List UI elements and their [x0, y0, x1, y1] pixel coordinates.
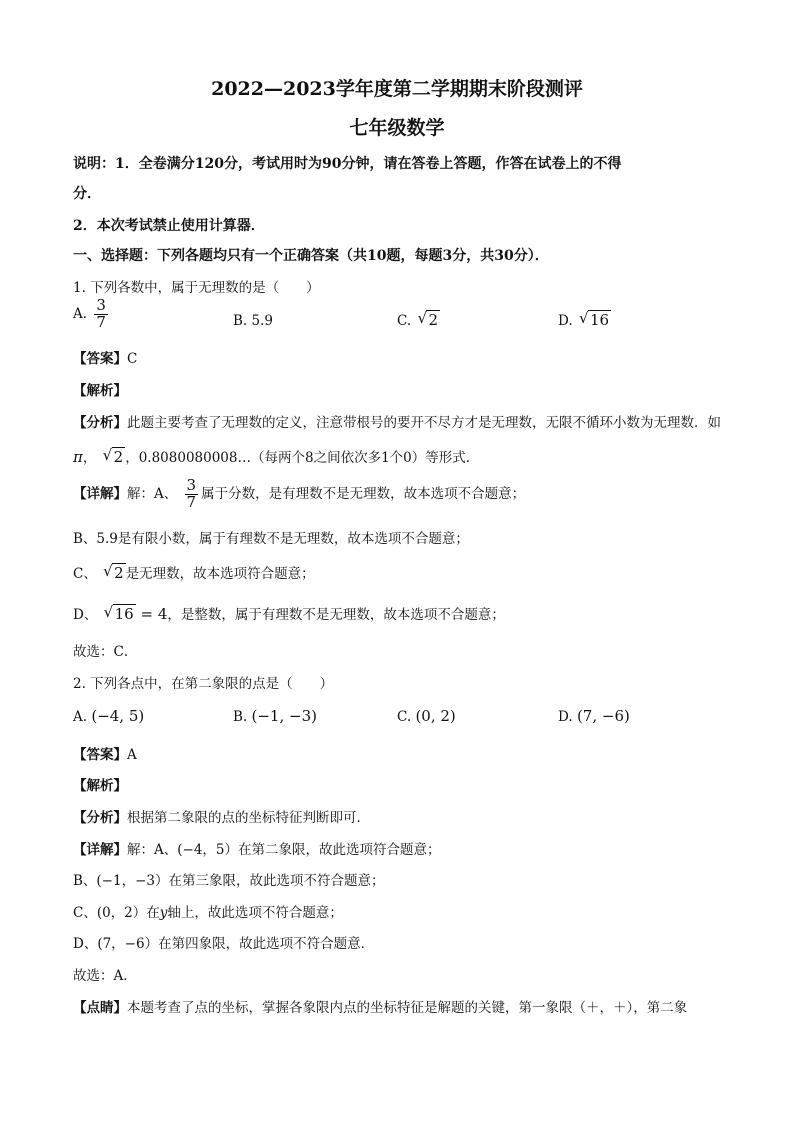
q2-stem: 2. 下列各点中，在第二象限的点是（ ） [73, 676, 334, 692]
q1-analysis-tag: 【解析】 [73, 383, 127, 399]
detail-text: 解：A、 [127, 485, 178, 502]
q1-option-d [558, 311, 611, 329]
denominator: 7 [96, 312, 106, 331]
notes-line-1: 说明：1．全卷满分120分，考试用时为90分钟，请在答卷上答题，作答在试卷上的不得 [73, 156, 622, 172]
q1-option-c [397, 311, 440, 329]
q2-option-b [233, 707, 317, 725]
fenxi-text: ，0.8080080008…（每两个8之间依次多1个0）等形式． [125, 450, 480, 466]
notes-line-1b: 分． [73, 186, 101, 202]
q1-detail-line-3 [73, 562, 754, 582]
fenxi-text: 此题主要考查了无理数的定义，注意带根号的要开不尽方才是无理数，无限不循环小数为无理数．如 [127, 415, 721, 431]
y-symbol: y [159, 905, 168, 921]
answer-tag: 【答案】 [73, 747, 127, 763]
dianjing-text: 本题考查了点的坐标，掌握各象限内点的坐标特征是解题的关键，第一象限（＋，＋），第二象 [127, 1000, 688, 1016]
option-label: B. [233, 709, 248, 725]
separator: ， [82, 450, 97, 466]
detail-text: C、(0，2）在 [73, 905, 160, 921]
q1-fenxi-line-2 [73, 446, 754, 466]
detail-text: ，是整数，属于有理数不是无理数，故本选项不合题意； [167, 607, 505, 623]
answer-value: A [127, 747, 137, 763]
q1-option-a [73, 298, 111, 331]
q2-option-c [397, 707, 456, 725]
equation: = 4 [135, 605, 168, 623]
sqrt-icon: √ 2 [417, 309, 438, 329]
detail-text: 属于分数，是有理数不是无理数，故本选项不合题意； [201, 485, 526, 502]
q1-detail-line-1 [73, 478, 754, 511]
exam-subtitle: 七年级数学 [349, 117, 445, 139]
fraction [185, 478, 199, 511]
fraction [94, 298, 108, 331]
option-value: (−1, −3) [251, 707, 317, 725]
numerator: 3 [186, 476, 197, 494]
q1-option-b: B. 5.9 [233, 313, 273, 329]
q2-answer [73, 743, 754, 763]
q1-detail-line-2: B、5.9是有限小数，属于有理数不是无理数，故本选项不合题意； [73, 531, 469, 547]
sqrt-icon: √ 16 [578, 309, 610, 329]
q2-detail-line-3 [73, 901, 754, 921]
detail-text: 是无理数，故本选项符合题意； [125, 566, 315, 582]
option-value: (−4, 5) [91, 707, 145, 725]
q2-detail-line-2: B、(−1，−3）在第三象限，故此选项不符合题意； [73, 873, 385, 889]
q1-stem: 1. 下列各数中，属于无理数的是（ ） [73, 280, 320, 296]
q2-choose: 故选：A． [73, 968, 137, 984]
fenxi-text: 根据第二象限的点的坐标特征判断即可． [127, 810, 370, 826]
detail-text: D、 [73, 607, 98, 623]
option-label: A. [73, 305, 88, 322]
detail-text: 解：A、(−4，5）在第二象限，故此选项符合题意； [127, 842, 441, 858]
q1-choose: 故选：C． [73, 644, 138, 660]
dianjing-tag: 【点睛】 [73, 1000, 127, 1016]
q2-option-d [558, 707, 630, 725]
q2-option-a [73, 707, 144, 725]
exam-title: 2022—2023学年度第二学期期末阶段测评 [211, 78, 583, 100]
sqrt-icon: √ 2 [102, 446, 124, 466]
fenxi-tag: 【分析】 [73, 810, 127, 826]
pi-symbol: π [73, 448, 83, 466]
xiangjie-tag: 【详解】 [73, 485, 127, 502]
q2-detail-line-4: D、(7，−6）在第四象限，故此选项不符合题意． [73, 936, 375, 952]
option-value: (0, 2) [415, 707, 456, 725]
q2-detail-line-1 [73, 838, 754, 858]
section-1-heading: 一、选择题：下列各题均只有一个正确答案（共10题，每题3分，共30分）． [73, 248, 549, 264]
sqrt-icon: √ 16 [103, 603, 134, 623]
answer-tag: 【答案】 [73, 351, 127, 367]
notes-line-2: 2．本次考试禁止使用计算器． [73, 218, 265, 234]
option-label: A. [73, 709, 88, 725]
answer-value: C [127, 351, 138, 367]
q1-answer [73, 347, 754, 367]
q1-detail-line-4 [73, 603, 754, 623]
q2-dianjing [73, 996, 754, 1016]
q1-fenxi-line-1 [73, 411, 754, 431]
xiangjie-tag: 【详解】 [73, 842, 127, 858]
option-value: (7, −6) [576, 707, 630, 725]
option-label: C. [397, 313, 412, 329]
fenxi-tag: 【分析】 [73, 415, 127, 431]
option-label: D. [558, 709, 573, 725]
detail-text: C、 [73, 566, 97, 582]
option-label: C. [397, 709, 412, 725]
detail-text: 轴上，故此选项不符合题意； [167, 905, 343, 921]
q2-fenxi [73, 806, 754, 826]
numerator: 3 [96, 296, 106, 314]
q2-analysis-tag: 【解析】 [73, 778, 127, 794]
option-label: D. [558, 313, 573, 329]
sqrt-icon: √ 2 [103, 562, 124, 582]
denominator: 7 [186, 492, 197, 511]
